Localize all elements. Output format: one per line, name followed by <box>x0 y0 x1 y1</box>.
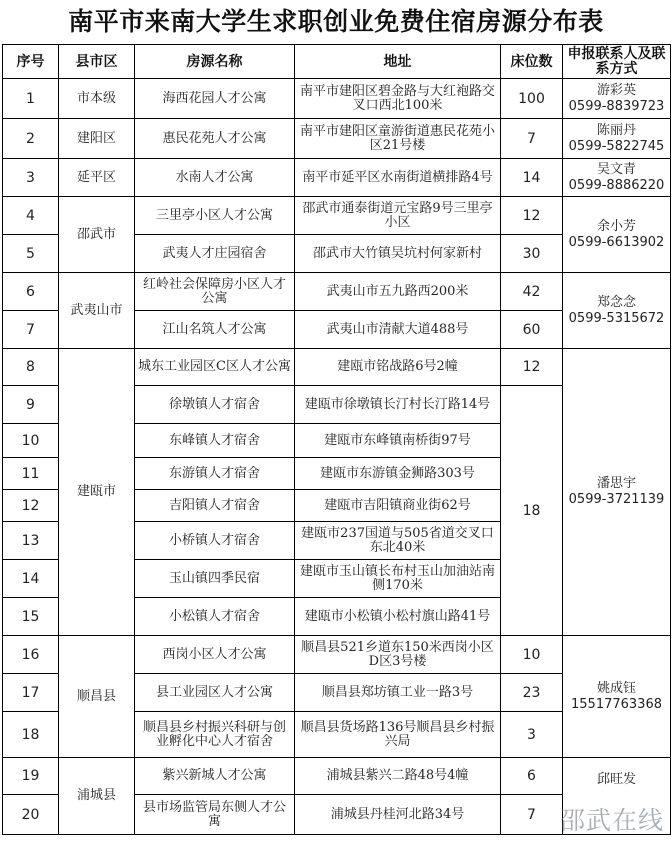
beds-cell: 7 <box>501 795 563 835</box>
header-name: 房源名称 <box>135 45 295 79</box>
header-row <box>3 45 671 79</box>
contact-name: 邱旺发 <box>596 772 636 787</box>
housing-name: 西岗小区人才公寓 <box>135 636 295 674</box>
county-cell: 市本级 <box>59 79 135 119</box>
housing-name: 红岭社会保障房小区人才公寓 <box>135 273 295 311</box>
housing-address: 南平市建阳区碧金路与大红袍路交叉口西北100米 <box>295 79 501 119</box>
row-no: 5 <box>3 235 59 273</box>
contact-cell <box>563 636 671 758</box>
housing-address: 顺昌县货场路136号顺昌县乡村振兴局 <box>295 712 501 758</box>
beds-cell: 60 <box>501 311 563 349</box>
housing-address: 建瓯市东游镇金狮路303号 <box>295 458 501 490</box>
housing-address: 建瓯市小松镇小松村旗山路41号 <box>295 598 501 636</box>
housing-address: 建瓯市铭战路6号2幢 <box>295 349 501 386</box>
table-row <box>3 119 671 159</box>
contact-name: 吴文青 <box>596 161 636 177</box>
watermark: 邵武在线 <box>559 806 664 835</box>
contact-name: 潘思宇 <box>596 476 636 491</box>
row-no: 9 <box>3 386 59 424</box>
contact-phone: 15517763368 <box>571 696 662 712</box>
contact-phone: 0599-8886220 <box>568 177 665 193</box>
contact-phone: 0599-5822745 <box>568 138 665 154</box>
county-cell: 延平区 <box>59 159 135 197</box>
table-row <box>3 197 671 235</box>
row-no: 20 <box>3 795 59 835</box>
housing-address: 建瓯市徐墩镇长汀村长汀路14号 <box>295 386 501 424</box>
contact-cell <box>563 159 671 197</box>
header-contact: 申报联系人及联系方式 <box>563 45 671 79</box>
housing-name: 顺昌县乡村振兴科研与创业孵化中心人才宿舍 <box>135 712 295 758</box>
beds-cell: 30 <box>501 235 563 273</box>
contact-cell <box>563 79 671 119</box>
contact-phone: 0599-3721139 <box>568 492 665 507</box>
contact-phone: 0599-5315672 <box>568 310 665 326</box>
beds-cell: 3 <box>501 712 563 758</box>
table-row <box>3 349 671 386</box>
contact-name: 陈丽丹 <box>596 122 636 138</box>
housing-address: 邵武市大竹镇吴坑村何家新村 <box>295 235 501 273</box>
housing-address: 建瓯市东峰镇南桥街97号 <box>295 424 501 458</box>
housing-address: 浦城县丹桂河北路34号 <box>295 795 501 835</box>
table-row <box>3 273 671 311</box>
housing-name: 吉阳镇人才宿舍 <box>135 490 295 522</box>
housing-name: 玉山镇四季民宿 <box>135 560 295 598</box>
housing-name: 小松镇人才宿舍 <box>135 598 295 636</box>
header-no: 序号 <box>3 45 59 79</box>
beds-cell: 10 <box>501 636 563 674</box>
contact-cell <box>563 349 671 636</box>
header-address: 地址 <box>295 45 501 79</box>
housing-name: 徐墩镇人才宿舍 <box>135 386 295 424</box>
row-no: 18 <box>3 712 59 758</box>
contact-cell <box>563 119 671 159</box>
housing-address: 南平市建阳区童游街道惠民花苑小区21号楼 <box>295 119 501 159</box>
row-no: 1 <box>3 79 59 119</box>
housing-address: 建瓯市237国道与505省道交叉口东北40米 <box>295 522 501 560</box>
table-row <box>3 636 671 674</box>
contact-phone: 0599-8839723 <box>568 98 665 114</box>
row-no: 16 <box>3 636 59 674</box>
beds-cell: 42 <box>501 273 563 311</box>
beds-cell: 23 <box>501 674 563 712</box>
contact-name: 郑念念 <box>596 294 636 310</box>
housing-name: 海西花园人才公寓 <box>135 79 295 119</box>
table-row <box>3 159 671 197</box>
table-row <box>3 79 671 119</box>
contact-name: 姚成钰 <box>596 680 636 696</box>
row-no: 12 <box>3 490 59 522</box>
row-no: 11 <box>3 458 59 490</box>
housing-table <box>2 44 671 835</box>
housing-address: 邵武市通泰街道元宝路9号三里亭小区 <box>295 197 501 235</box>
contact-phone: 0599-6613902 <box>568 234 665 250</box>
beds-cell: 12 <box>501 197 563 235</box>
housing-name: 江山名筑人才公寓 <box>135 311 295 349</box>
beds-cell: 6 <box>501 758 563 795</box>
contact-cell <box>563 273 671 349</box>
county-cell: 建阳区 <box>59 119 135 159</box>
housing-name: 城东工业园区C区人才公寓 <box>135 349 295 386</box>
contact-name: 游彩英 <box>596 82 636 98</box>
housing-address: 武夷山市清献大道488号 <box>295 311 501 349</box>
county-cell: 顺昌县 <box>59 636 135 758</box>
row-no: 17 <box>3 674 59 712</box>
table-row <box>3 758 671 795</box>
housing-name: 紫兴新城人才公寓 <box>135 758 295 795</box>
contact-name: 余小芳 <box>596 218 636 234</box>
beds-cell: 18 <box>501 386 563 636</box>
header-county: 县市区 <box>59 45 135 79</box>
row-no: 14 <box>3 560 59 598</box>
housing-name: 东游镇人才宿舍 <box>135 458 295 490</box>
housing-name: 小桥镇人才宿舍 <box>135 522 295 560</box>
housing-address: 浦城县紫兴二路48号4幢 <box>295 758 501 795</box>
housing-name: 三里亭小区人才公寓 <box>135 197 295 235</box>
county-cell: 浦城县 <box>59 758 135 835</box>
beds-cell: 14 <box>501 159 563 197</box>
row-no: 6 <box>3 273 59 311</box>
housing-address: 南平市延平区水南街道横排路4号 <box>295 159 501 197</box>
row-no: 3 <box>3 159 59 197</box>
header-beds: 床位数 <box>501 45 563 79</box>
housing-name: 县市场监管局东侧人才公寓 <box>135 795 295 835</box>
housing-address: 顺昌县521乡道东150米西岗小区D区3号楼 <box>295 636 501 674</box>
housing-name: 水南人才公寓 <box>135 159 295 197</box>
county-cell: 邵武市 <box>59 197 135 273</box>
row-no: 13 <box>3 522 59 560</box>
county-cell: 建瓯市 <box>59 349 135 636</box>
page-title: 南平市来南大学生求职创业免费住宿房源分布表 <box>68 7 604 36</box>
county-cell: 武夷山市 <box>59 273 135 349</box>
row-no: 7 <box>3 311 59 349</box>
contact-cell <box>563 197 671 273</box>
beds-cell: 7 <box>501 119 563 159</box>
housing-address: 建瓯市吉阳镇商业街62号 <box>295 490 501 522</box>
beds-cell: 12 <box>501 349 563 386</box>
row-no: 4 <box>3 197 59 235</box>
row-no: 10 <box>3 424 59 458</box>
housing-address: 顺昌县郑坊镇工业一路3号 <box>295 674 501 712</box>
housing-name: 县工业园区人才公寓 <box>135 674 295 712</box>
housing-name: 惠民花苑人才公寓 <box>135 119 295 159</box>
housing-address: 建瓯市玉山镇长布村玉山加油站南侧170米 <box>295 560 501 598</box>
housing-name: 东峰镇人才宿舍 <box>135 424 295 458</box>
beds-cell: 100 <box>501 79 563 119</box>
housing-address: 武夷山市五九路西200米 <box>295 273 501 311</box>
row-no: 19 <box>3 758 59 795</box>
row-no: 2 <box>3 119 59 159</box>
row-no: 15 <box>3 598 59 636</box>
housing-name: 武夷人才庄园宿舍 <box>135 235 295 273</box>
row-no: 8 <box>3 349 59 386</box>
